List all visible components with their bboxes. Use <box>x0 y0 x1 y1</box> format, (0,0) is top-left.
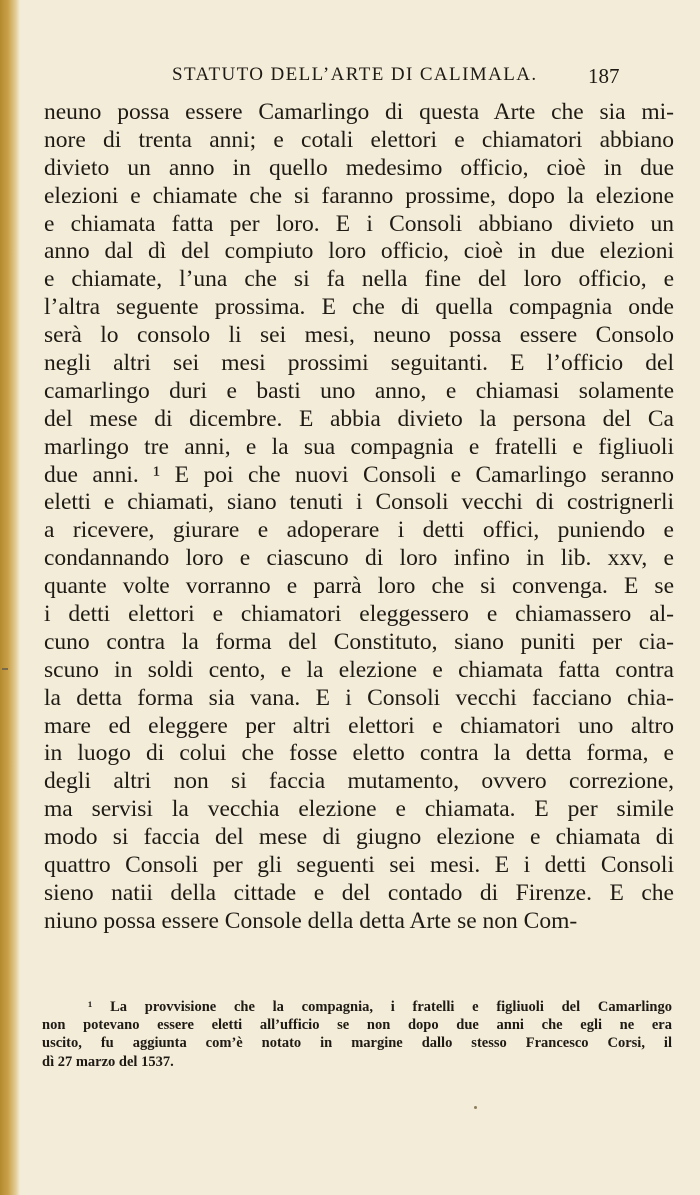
text-line: serà lo consolo li sei mesi, neuno possa essere Consolo <box>44 322 674 349</box>
text-line: i detti elettori e chiamatori eleggessero e chiamassero al- <box>44 601 674 628</box>
footnote-line: uscito, fu aggiunta com’è notato in margine dallo stesso Francesco Corsi, il <box>42 1035 672 1052</box>
text-line: e chiamate, l’una che si fa nella fine del loro officio, e <box>44 266 674 293</box>
text-line: nore di trenta anni; e cotali elettori e chiamatori abbiano <box>44 126 674 153</box>
running-title: STATUTO DELL’ARTE DI CALIMALA. <box>172 64 538 85</box>
text-line: scuno in soldi cento, e la elezione e chiamata fatta contra <box>44 656 674 683</box>
text-line: degli altri non si faccia mutamento, ovvero correzione, <box>44 768 674 795</box>
text-line: sieno natii della cittade e del contado di Firenze. E che <box>44 879 674 906</box>
text-line: a ricevere, giurare e adoperare i detti offici, puniendo e <box>44 517 674 544</box>
footnote-line: non potevano essere eletti all’ufficio se non dopo due anni che egli ne era <box>42 1017 672 1034</box>
text-line: niuno possa essere Console della detta Arte se non Com- <box>44 907 578 934</box>
text-line: ma servisi la vecchia elezione e chiamata. E per simile <box>44 796 674 823</box>
footnote-line: dì 27 marzo del 1537. <box>42 1053 174 1070</box>
page-number: 187 <box>588 64 620 88</box>
footnote <box>42 998 672 1071</box>
text-line: quattro Consoli per gli seguenti sei mesi. E i detti Consoli <box>44 852 674 879</box>
text-line: mare ed eleggere per altri elettori e chiamatori uno altro <box>44 712 674 739</box>
text-line: e chiamata fatta per loro. E i Consoli abbiano divieto un <box>44 210 674 237</box>
text-line: elezioni e chiamate che si faranno prossime, dopo la elezione <box>44 182 674 209</box>
text-line: del mese di dicembre. E abbia divieto la persona del Ca <box>44 405 674 432</box>
paper-speck <box>474 1106 477 1109</box>
text-line: divieto un anno in quello medesimo officio, cioè in due <box>44 154 674 181</box>
text-line: cuno contra la forma del Constituto, siano puniti per cia- <box>44 628 674 655</box>
text-line: anno dal dì del compiuto loro officio, cioè in due elezioni <box>44 238 674 265</box>
text-line: modo si faccia del mese di giugno elezione e chiamata di <box>44 824 674 851</box>
text-line: l’altra seguente prossima. E che di quella compagnia onde <box>44 294 674 321</box>
text-line: eletti e chiamati, siano tenuti i Consoli vecchi di costrignerli <box>44 489 674 516</box>
running-header <box>172 64 672 88</box>
margin-mark <box>2 668 8 670</box>
text-line: due anni. ¹ E poi che nuovi Consoli e Camarlingo seranno <box>44 461 674 488</box>
text-line: negli altri sei mesi prossimi seguitanti. E l’officio del <box>44 350 674 377</box>
footnote-line: ¹ La provvisione che la compagnia, i fratelli e figliuoli del Camarlingo <box>88 999 672 1015</box>
text-line: condannando loro e ciascuno di loro infino in lib. xxv, e <box>44 545 674 572</box>
text-line: quante volte vorranno e parrà loro che si convenga. E se <box>44 573 674 600</box>
page-gutter-shadow <box>0 0 20 1195</box>
body-text <box>44 99 674 936</box>
text-line: camarlingo duri e basti uno anno, e chiamasi solamente <box>44 377 674 404</box>
text-line: marlingo tre anni, e la sua compagnia e fratelli e figliuoli <box>44 433 674 460</box>
text-line: neuno possa essere Camarlingo di questa Arte che sia mi- <box>44 99 674 125</box>
text-line: in luogo di colui che fosse eletto contra la detta forma, e <box>44 740 674 767</box>
text-line: la detta forma sia vana. E i Consoli vecchi facciano chia- <box>44 684 674 711</box>
